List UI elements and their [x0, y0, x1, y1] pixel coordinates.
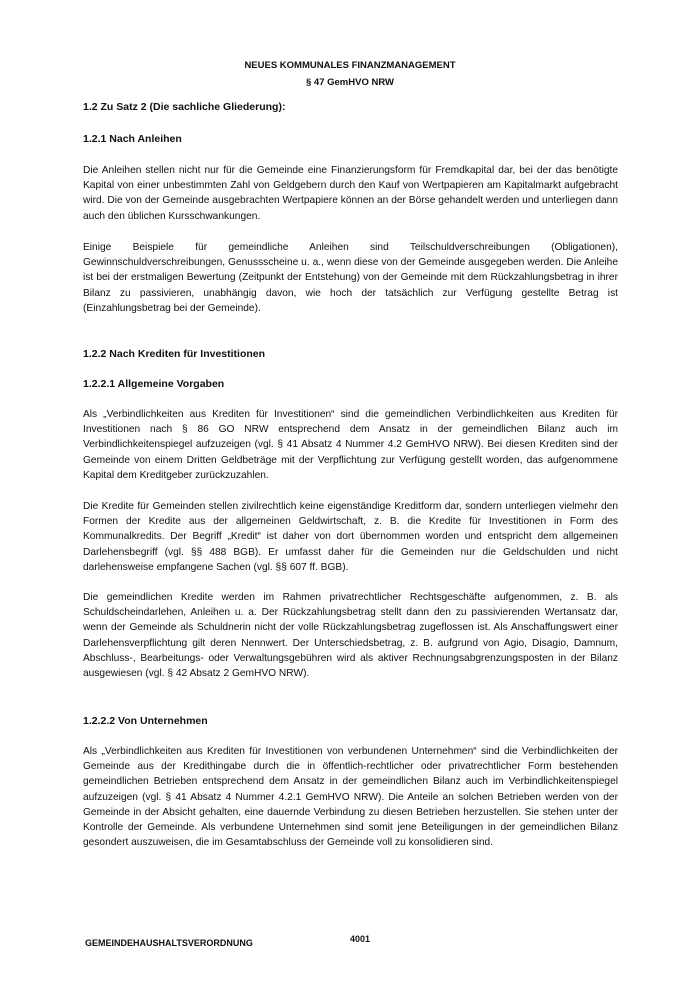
page-number: 4001 — [350, 934, 371, 944]
paragraph-anleihen-2: Einige Beispiele für gemeindliche Anleihen sind Teilschuldverschreibungen (Obligationen), Gewinnschuldverschreibungen, Genussscheine u. a., wenn diese von der Gemeinde ausgegeben werden. Die Anleihe ist bei der erstmaligen Bewertung (Zeitpunkt der Entstehung) von der Gemeinde mit dem Rückzahlungsbetrag in ihrer Bilanz zu passivieren, unabhängig davon, wie hoch der tatsächlich zur Verfügung gestellte Betrag ist (Einzahlungsbetrag bei der Gemeinde). — [83, 242, 618, 314]
paragraph-kredite-3: Die gemeindlichen Kredite werden im Rahmen privatrechtlicher Rechtsgeschäfte aufgenommen, z. B. als Schuldscheindarlehen, Anleihen u. a. Der Rückzahlungsbetrag stellt dann den zu passivierenden Wertansatz dar, wenn der Gemeinde als Schuldnerin nicht der volle Rückzahlungsbetrag zugeflossen ist. Als Anschaffungswert einer Darlehensverpflichtung gilt deren Nennwert. Der Unterschiedsbetrag, z. B. aufgrund von Agio, Disagio, Damnum, Abschluss-, Bearbeitungs- oder Verwaltungsgebühren wird als aktiver Rechnungsabgrenzungsposten in der Bilanz ausgewiesen (vgl. § 42 Absatz 2 GemHVO NRW). — [83, 592, 618, 680]
footer-title: GEMEINDEHAUSHALTSVERORDNUNG — [85, 938, 253, 948]
paragraph-kredite-2: Die Kredite für Gemeinden stellen zivilrechtlich keine eigenständige Kreditform dar, sondern unterliegen vielmehr den Formen der Kredite aus der allgemeinen Geldwirtschaft, z. B. die Kredite für Investitionen in Form des Kommunalkredits. Der Begriff „Kredit“ ist daher von dort übernommen worden und entspricht dem allgemeinen Darlehensbegriff (vgl. §§ 488 BGB). Er umfasst daher für die Gemeinden nur die Geldschulden und nicht darlehensweise empfangene Sachen (vgl. §§ 607 ff. BGB). — [83, 501, 618, 573]
heading-1-2-2-2: 1.2.2.2 Von Unternehmen — [83, 715, 208, 727]
running-header-paragraph: § 47 GemHVO NRW — [306, 77, 394, 88]
page-body — [83, 0, 618, 990]
heading-1-2-1: 1.2.1 Nach Anleihen — [83, 133, 182, 145]
heading-1-2: 1.2 Zu Satz 2 (Die sachliche Gliederung): — [83, 101, 286, 113]
heading-1-2-2: 1.2.2 Nach Krediten für Investitionen — [83, 348, 266, 360]
running-header-title: NEUES KOMMUNALES FINANZMANAGEMENT — [244, 60, 456, 71]
heading-1-2-2-1: 1.2.2.1 Allgemeine Vorgaben — [83, 378, 225, 390]
paragraph-kredite-1: Als „Verbindlichkeiten aus Krediten für Investitionen“ sind die gemeindlichen Verbindlichkeiten aus Krediten für Investitionen nach § 86 GO NRW entsprechend dem Ansatz in der gemeindlichen Bilanz auch im Verbindlichkeitenspiegel aufzuzeigen (vgl. § 41 Absatz 4 Nummer 4.2 GemHVO NRW). Bei diesen Krediten sind der Gemeinde von einem Dritten Geldbeträge mit der Verpflichtung zur Verfügung gestellt worden, das aufgenommene Kapital dem Kreditgeber zurückzuzahlen. — [83, 409, 618, 481]
paragraph-unternehmen: Als „Verbindlichkeiten aus Krediten für Investitionen von verbundenen Unternehmen“ sind die Verbindlichkeiten der Gemeinde aus der Kredithingabe durch die in öffentlich-rechtlicher oder privatrechtlicher Form bestehenden gemeindlichen Betrieben entsprechend dem Ansatz in der gemeindlichen Bilanz auch im Verbindlichkeitenspiegel aufzuzeigen (vgl. § 41 Absatz 4 Nummer 4.2.1 GemHVO NRW). Die Anteile an solchen Betrieben werden von der Gemeinde in der Absicht gehalten, eine dauernde Verbindung zu diesen Betrieben herzustellen. Sie stehen unter der Kontrolle der Gemeinde. Als verbundene Unternehmen sind somit jene Beteiligungen in der gemeindlichen Bilanz gesondert auszuweisen, die im Gesamtabschluss der Gemeinde voll zu konsolidieren sind. — [83, 746, 618, 849]
paragraph-anleihen-1: Die Anleihen stellen nicht nur für die Gemeinde eine Finanzierungsform für Fremdkapital dar, bei der das benötigte Kapital von einer unbestimmten Zahl von Geldgebern durch den Kauf von Wertpapieren am Kapitalmarkt aufgebracht wird. Die von der Gemeinde ausgebrachten Wertpapiere können an der Börse gehandelt werden und unterliegen dann auch den üblichen Kursschwankungen. — [83, 165, 618, 222]
